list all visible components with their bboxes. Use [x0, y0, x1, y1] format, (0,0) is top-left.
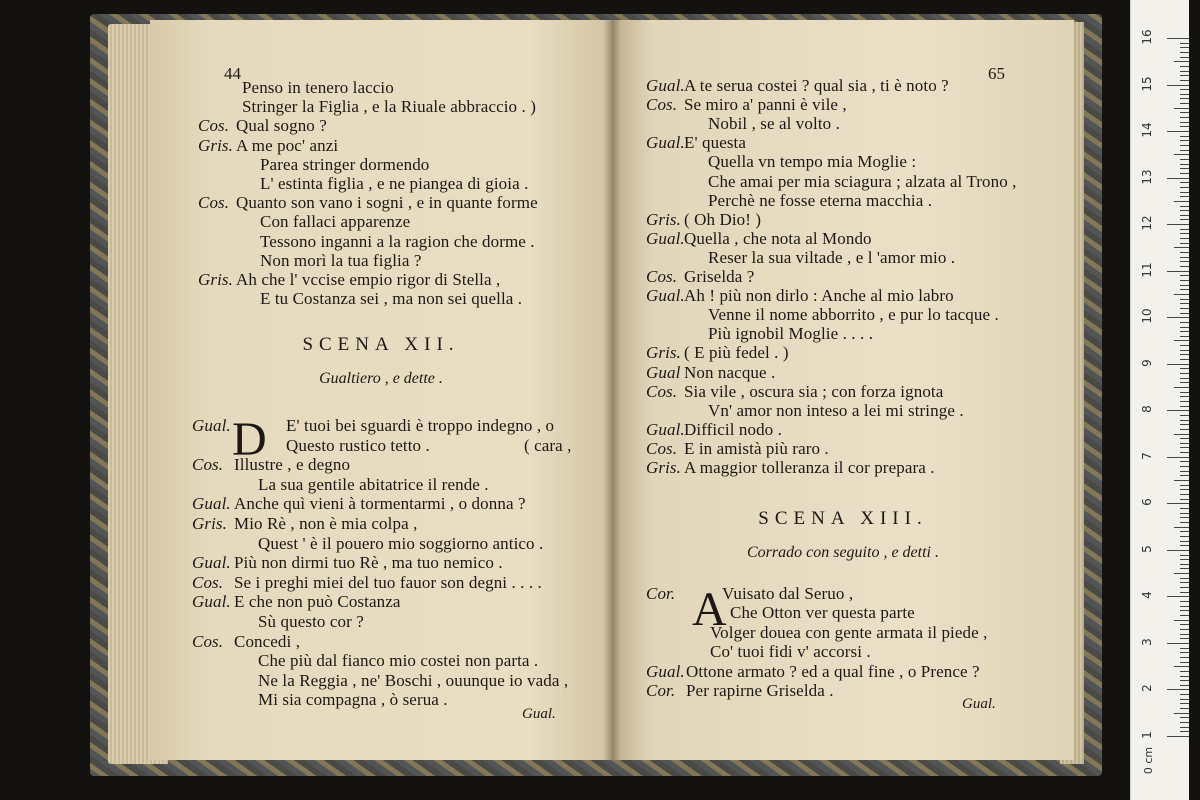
ruler-tick [1167, 224, 1189, 225]
speaker-label: Cos. [198, 193, 230, 213]
ruler-tick [1180, 499, 1189, 500]
ruler-tick [1180, 299, 1189, 300]
ruler-tick [1180, 373, 1189, 374]
ruler-tick [1180, 415, 1189, 416]
ruler-number: 14 [1140, 122, 1154, 138]
ruler-tick [1180, 103, 1189, 104]
ruler-tick [1180, 159, 1189, 160]
catchword: Gual. [962, 696, 996, 712]
verse-line: Quanto son vano i sogni , e in quante forme [236, 193, 538, 213]
ruler-tick [1180, 699, 1189, 700]
ruler-tick [1174, 480, 1189, 481]
ruler-number: 6 [1140, 498, 1154, 507]
ruler-tick [1180, 452, 1189, 453]
ruler-tick [1180, 80, 1189, 81]
scene-subheading: Corrado con seguito , e detti . [747, 544, 939, 561]
ruler-tick [1180, 615, 1189, 616]
ruler-tick [1180, 508, 1189, 509]
ruler-tick [1180, 694, 1189, 695]
ruler-tick [1180, 517, 1189, 518]
ruler-tick [1180, 727, 1189, 728]
verse-line: Concedi , [234, 631, 301, 651]
ruler-tick [1180, 471, 1189, 472]
verse-line: Se i preghi miei del tuo fauor son degni . . . . [234, 572, 542, 592]
ruler-tick [1180, 43, 1189, 44]
ruler-tick [1174, 387, 1189, 388]
speaker-label: Gris. [198, 270, 233, 289]
ruler-number: 1 [1140, 731, 1154, 739]
ruler-tick [1180, 717, 1189, 718]
verse-line: Qual sogno ? [236, 116, 327, 136]
ruler-tick [1180, 136, 1189, 137]
verse-line: Ne la Reggia , ne' Boschi , ouunque io vada , [258, 670, 569, 690]
ruler-tick [1180, 443, 1189, 444]
verse-line: E' tuoi bei sguardi è troppo indegno , o [286, 416, 555, 435]
ruler-tick [1180, 648, 1189, 649]
ruler-tick [1180, 354, 1189, 355]
verse-line: Penso in tenero laccio [242, 78, 394, 97]
ruler-tick [1180, 322, 1189, 323]
verse-line: Per rapirne Griselda . [686, 681, 834, 700]
verse-line: Griselda ? [684, 267, 755, 286]
verse-line: Non morì la tua figlia ? [260, 250, 422, 270]
ruler-number: 8 [1140, 405, 1154, 414]
ruler-tick [1180, 438, 1189, 439]
verse-line: E tu Costanza sei , ma non sei quella . [260, 289, 523, 309]
speaker-label: Gual. [192, 416, 231, 435]
ruler-tick [1174, 666, 1189, 667]
ruler-tick [1174, 154, 1189, 155]
verse-line: Co' tuoi fidi v' accorsi . [710, 642, 871, 662]
ruler-tick [1180, 592, 1189, 593]
speaker-label: Gual. [646, 133, 685, 153]
verse-line: A me poc' anzi [236, 135, 339, 155]
ruler-tick [1180, 559, 1189, 560]
verse-line: Tessono inganni a la ragion che dorme . [260, 231, 535, 251]
catchword: Gual. [522, 706, 556, 722]
ruler-tick [1180, 359, 1189, 360]
ruler-unit-label: 0 cm [1142, 746, 1156, 775]
speaker-label: Cor. [646, 681, 676, 700]
ruler-tick [1180, 238, 1189, 239]
ruler-tick [1180, 582, 1189, 583]
speaker-label: Gual. [192, 494, 231, 514]
ruler-tick [1180, 196, 1189, 197]
ruler-tick [1180, 266, 1189, 267]
ruler-tick [1180, 489, 1189, 490]
speaker-label: Gual [646, 362, 681, 382]
verse-line: ( E più fedel . ) [684, 343, 789, 363]
verse-line: E' questa [684, 133, 747, 153]
ruler-tick [1180, 555, 1189, 556]
speaker-label: Cos. [646, 95, 678, 115]
ruler-tick [1180, 47, 1189, 48]
verse-line: Venne il nome abborrito , e pur lo tacque . [708, 305, 999, 325]
ruler-tick [1180, 71, 1189, 72]
speaker-label: Gual. [192, 553, 231, 573]
ruler-tick [1180, 94, 1189, 95]
verse-line: Perchè ne fosse eterna macchia . [708, 190, 933, 210]
verse-line: A te serua costei ? qual sia , ti è noto ? [684, 76, 949, 95]
ruler-tick [1180, 206, 1189, 207]
ruler-tick [1180, 531, 1189, 532]
verse-line: L' estinta figlia , e ne piangea di gioia . [260, 174, 529, 193]
ruler-tick [1180, 564, 1189, 565]
ruler-tick [1180, 522, 1189, 523]
ruler-tick [1180, 638, 1189, 639]
speaker-label: Gual. [646, 286, 685, 306]
speaker-label: Cos. [198, 116, 230, 136]
ruler-tick [1180, 117, 1189, 118]
ruler-tick [1180, 145, 1189, 146]
verse-line: Mio Rè , non è mia colpa , [234, 514, 418, 533]
verse-line: Questo rustico tetto . [286, 435, 430, 455]
verse-line: Volger douea con gente armata il piede , [710, 622, 988, 642]
ruler-tick [1180, 536, 1189, 537]
ruler-tick [1180, 382, 1189, 383]
ruler-tick [1174, 201, 1189, 202]
ruler-tick [1174, 434, 1189, 435]
verse-line-overflow: ( cara , [524, 435, 572, 455]
ruler-tick [1180, 168, 1189, 169]
ruler-tick [1180, 182, 1189, 183]
verse-line: Che Otton ver questa parte [730, 603, 915, 623]
ruler-tick [1180, 401, 1189, 402]
ruler-tick [1174, 527, 1189, 528]
ruler-tick [1167, 271, 1189, 272]
verse-line: Ah ! più non dirlo : Anche al mio labro [684, 286, 954, 306]
ruler-number: 10 [1140, 308, 1154, 324]
ruler-tick [1167, 131, 1189, 132]
ruler-tick [1180, 313, 1189, 314]
scene-heading: SCENA XIII. [758, 508, 928, 529]
ruler-tick [1180, 485, 1189, 486]
ruler-tick [1174, 247, 1189, 248]
ruler-tick [1180, 424, 1189, 425]
speaker-label: Cos. [192, 631, 224, 651]
ruler-tick [1180, 708, 1189, 709]
ruler-tick [1180, 601, 1189, 602]
ruler-tick [1180, 126, 1189, 127]
speaker-label: Cos. [192, 572, 224, 592]
verse-line: Anche quì vieni à tormentarmi , o donna ? [234, 494, 526, 514]
ruler-tick [1180, 327, 1189, 328]
book-gutter [603, 20, 621, 760]
ruler-tick [1180, 303, 1189, 304]
ruler-tick [1167, 410, 1189, 411]
ruler-tick [1180, 392, 1189, 393]
verse-line: A maggior tolleranza il cor prepara . [684, 458, 935, 477]
ruler-tick [1167, 364, 1189, 365]
ruler-tick [1180, 466, 1189, 467]
speaker-label: Cos. [646, 438, 678, 458]
ruler-tick [1174, 61, 1189, 62]
speaker-label: Gual. [646, 661, 685, 681]
ruler-tick [1167, 596, 1189, 597]
speaker-label: Gris. [198, 135, 233, 155]
ruler-tick [1180, 140, 1189, 141]
ruler-tick [1180, 731, 1189, 732]
ruler-tick [1180, 52, 1189, 53]
ruler-number: 7 [1140, 451, 1154, 460]
ruler-number: 15 [1140, 75, 1154, 92]
ruler-tick [1180, 676, 1189, 677]
verse-line: Sù questo cor ? [258, 612, 364, 631]
verse-line: Difficil nodo . [684, 419, 782, 439]
verse-line: La sua gentile abitatrice il rende . [258, 474, 489, 494]
ruler-tick [1167, 178, 1189, 179]
ruler-tick [1167, 689, 1189, 690]
speaker-label: Gris. [646, 343, 681, 363]
ruler-tick [1180, 210, 1189, 211]
verse-line: Se miro a' panni è vile , [684, 95, 847, 115]
ruler-tick [1180, 98, 1189, 99]
verse-line: Quest ' è il pouero mio soggiorno antico . [258, 533, 544, 553]
left-page [150, 20, 612, 760]
ruler-tick [1180, 192, 1189, 193]
ruler-tick [1174, 294, 1189, 295]
ruler-tick [1180, 420, 1189, 421]
ruler-tick [1180, 587, 1189, 588]
right-page [612, 20, 1074, 760]
ruler-tick [1180, 629, 1189, 630]
ruler-tick [1167, 317, 1189, 318]
verse-line: Sia vile , oscura sia ; con forza ignota [684, 381, 944, 401]
speaker-label: Gual. [646, 228, 685, 248]
ruler-tick [1180, 229, 1189, 230]
ruler-number: 3 [1140, 638, 1154, 646]
ruler-tick [1180, 219, 1189, 220]
verse-line: Reser la sua viltade , e l 'amor mio . [708, 247, 956, 267]
ruler-tick [1180, 257, 1189, 258]
ruler-tick [1180, 475, 1189, 476]
ruler-tick [1180, 652, 1189, 653]
speaker-label: Cos. [646, 381, 678, 401]
ruler-tick [1180, 331, 1189, 332]
ruler-tick [1180, 164, 1189, 165]
ruler-number: 13 [1140, 168, 1154, 185]
ruler-tick [1180, 494, 1189, 495]
verse-line: E che non può Costanza [234, 592, 401, 612]
speaker-label: Gual. [646, 419, 685, 439]
ruler-tick [1174, 713, 1189, 714]
ruler-tick [1180, 378, 1189, 379]
verse-line: Che amai per mia sciagura ; alzata al Trono , [708, 171, 1017, 191]
scene-subheading: Gualtiero , e dette . [319, 370, 443, 387]
verse-line: Con fallaci apparenze [260, 212, 411, 232]
ruler-tick [1180, 66, 1189, 67]
ruler-tick [1180, 89, 1189, 90]
ruler-tick [1180, 634, 1189, 635]
speaker-label: Gual. [646, 76, 685, 95]
ruler-tick [1180, 285, 1189, 286]
speaker-label: Cos. [192, 455, 224, 475]
verse-line: Che più dal fianco mio costei non parta . [258, 651, 539, 671]
ruler-tick [1180, 513, 1189, 514]
ruler-tick [1167, 38, 1189, 39]
ruler-tick [1174, 620, 1189, 621]
ruler-tick [1174, 573, 1189, 574]
ruler-tick [1180, 662, 1189, 663]
ruler-tick [1180, 406, 1189, 407]
verse-line: Quella vn tempo mia Moglie : [708, 152, 917, 172]
ruler-number: 2 [1140, 684, 1154, 693]
ruler-tick [1180, 722, 1189, 723]
ruler-number: 5 [1140, 545, 1154, 553]
ruler-tick [1180, 261, 1189, 262]
verse-line: Stringer la Figlia , e la Riuale abbraccio . ) [242, 97, 536, 117]
ruler-tick [1180, 657, 1189, 658]
ruler-number: 16 [1140, 29, 1154, 45]
ruler-tick [1180, 396, 1189, 397]
verse-line: Mi sia compagna , ò serua . [258, 690, 448, 710]
verse-line: Quella , che nota al Mondo [684, 228, 872, 248]
ruler-tick [1180, 685, 1189, 686]
ruler-tick [1180, 541, 1189, 542]
ruler-tick [1180, 545, 1189, 546]
ruler-tick [1180, 345, 1189, 346]
scene-heading: SCENA XII. [302, 334, 460, 355]
ruler-tick [1180, 568, 1189, 569]
ruler-tick [1167, 550, 1189, 551]
verse-line: Vn' amor non inteso a lei mi stringe . [708, 400, 964, 420]
drop-cap: D [232, 413, 267, 466]
page-number: 65 [988, 64, 1005, 83]
speaker-label: Gris. [646, 209, 681, 229]
ruler-tick [1180, 429, 1189, 430]
ruler-tick [1180, 173, 1189, 174]
ruler-tick [1167, 736, 1189, 737]
ruler-tick [1180, 233, 1189, 234]
verse-line: Ottone armato ? ed a qual fine , o Prence ? [686, 661, 980, 681]
verse-line: Parea stringer dormendo [260, 154, 430, 174]
verse-line: Ah che l' vccise empio rigor di Stella , [236, 270, 501, 289]
verse-line: Non nacque . [684, 362, 776, 382]
speaker-label: Gual. [192, 592, 231, 612]
ruler-tick [1180, 215, 1189, 216]
verse-line: Più ignobil Moglie . . . . [708, 324, 874, 344]
verse-line: ( Oh Dio! ) [684, 209, 762, 229]
ruler-tick [1167, 643, 1189, 644]
verse-line: Illustre , e degno [234, 455, 351, 475]
page-number: 44 [224, 64, 241, 83]
verse-line: Più non dirmi tuo Rè , ma tuo nemico . [234, 553, 503, 573]
ruler-tick [1180, 610, 1189, 611]
ruler-tick [1180, 606, 1189, 607]
ruler-tick [1180, 703, 1189, 704]
ruler-tick [1180, 680, 1189, 681]
ruler-tick [1180, 289, 1189, 290]
ruler-tick [1180, 280, 1189, 281]
ruler-tick [1180, 671, 1189, 672]
ruler-tick [1174, 340, 1189, 341]
ruler-tick [1167, 457, 1189, 458]
speaker-label: Cos. [646, 267, 678, 286]
ruler-number: 11 [1140, 262, 1154, 278]
ruler-tick [1180, 112, 1189, 113]
ruler-tick [1180, 252, 1189, 253]
ruler-tick [1180, 75, 1189, 76]
ruler-tick [1180, 57, 1189, 58]
ruler-tick [1180, 243, 1189, 244]
ruler-tick [1167, 503, 1189, 504]
ruler-tick [1180, 447, 1189, 448]
ruler-tick [1180, 624, 1189, 625]
ruler-tick [1180, 308, 1189, 309]
ruler-number: 9 [1140, 358, 1154, 367]
verse-line: Nobil , se al volto . [708, 114, 840, 134]
ruler-number: 12 [1140, 215, 1154, 231]
ruler-tick [1180, 461, 1189, 462]
ruler-number: 4 [1140, 591, 1154, 600]
ruler-tick [1180, 336, 1189, 337]
ruler-tick [1180, 578, 1189, 579]
ruler-tick [1180, 368, 1189, 369]
ruler-tick [1180, 122, 1189, 123]
ruler-tick [1167, 85, 1189, 86]
measuring-ruler [1130, 0, 1189, 800]
speaker-label: Gris. [646, 458, 681, 477]
verse-line: E in amistà più raro . [684, 438, 829, 458]
ruler-tick [1180, 350, 1189, 351]
ruler-tick [1180, 275, 1189, 276]
ruler-tick [1180, 187, 1189, 188]
speaker-label: Gris. [192, 514, 227, 533]
ruler-tick [1174, 108, 1189, 109]
drop-cap: A [692, 583, 727, 636]
speaker-label: Cor. [646, 584, 676, 603]
ruler-tick [1180, 150, 1189, 151]
verse-line: Vuisato dal Seruo , [722, 584, 854, 603]
